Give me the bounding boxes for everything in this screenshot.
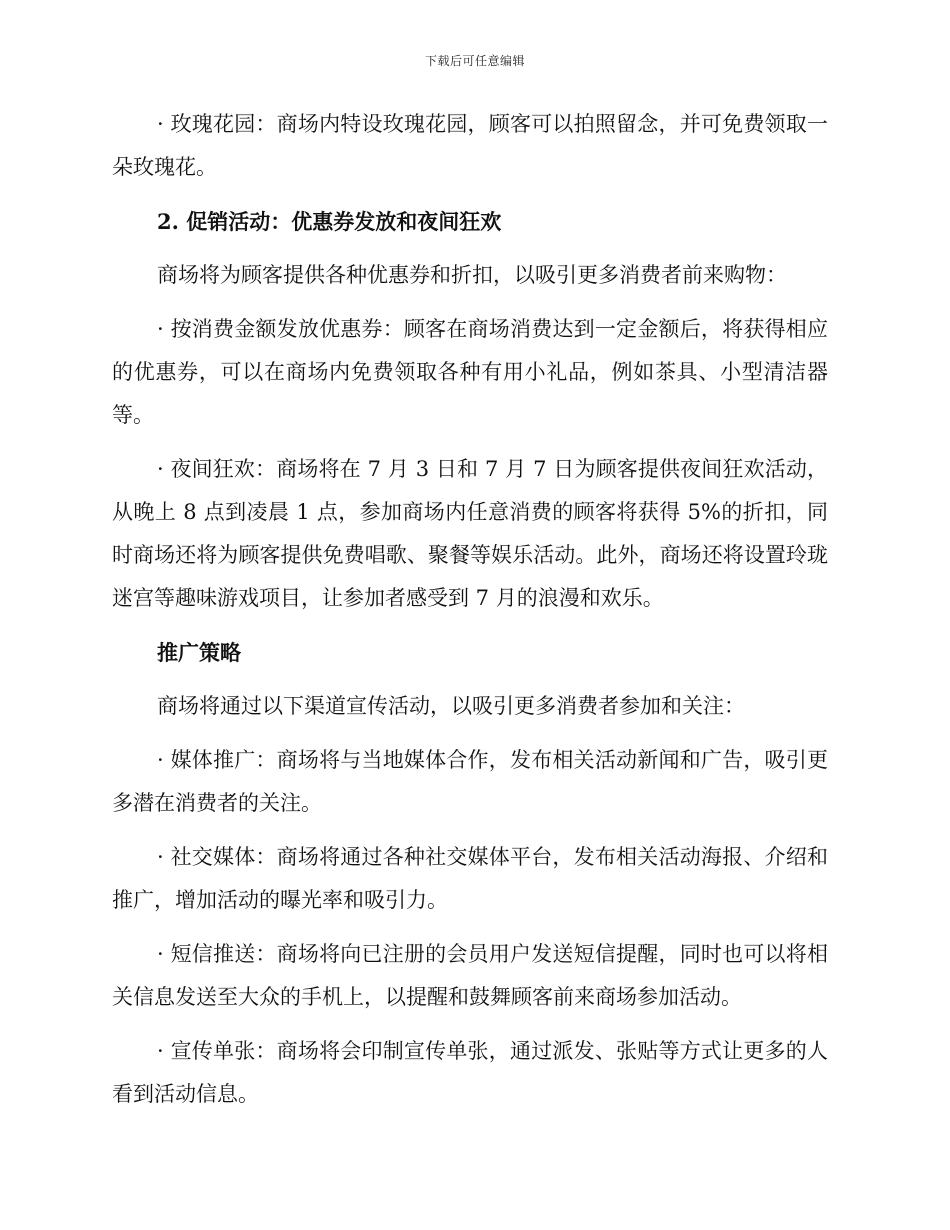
strategy-intro: 商场将通过以下渠道宣传活动，以吸引更多消费者参加和关注： (157, 694, 745, 718)
bullet-coupons: · 按消费金额发放优惠券：顾客在商场消费达到一定金额后，将获得相应的优惠券，可以在商场内免费领取各种有用小礼品，例如茶具、小型清洁器等。 (112, 317, 828, 427)
heading-promotion: 2. 促销活动：优惠券发放和夜间狂欢 (157, 209, 502, 234)
bullet-social: · 社交媒体：商场将通过各种社交媒体平台，发布相关活动海报、介绍和推广，增加活动的曝光率和吸引力。 (112, 845, 828, 912)
bullet-sms: · 短信推送：商场将向已注册的会员用户发送短信提醒，同时也可以将相关信息发送至大众的手机上，以提醒和鼓舞顾客前来商场参加活动。 (112, 942, 828, 1009)
document-body (112, 103, 828, 1127)
bullet-night-carnival: · 夜间狂欢：商场将在 7 月 3 日和 7 月 7 日为顾客提供夜间狂欢活动，从晚上 8 点到凌晨 1 点，参加商场内任意消费的顾客将获得 5%的折扣，同时商场还将为顾客提供免费唱歌、聚餐等娱乐活动。此外，商场还将设置玲珑迷宫等趣味游戏项目，让参加者感受到 7 月的浪漫和欢乐。 (112, 457, 828, 610)
page-header: 下载后可任意编辑 (424, 54, 525, 68)
promotion-intro: 商场将为顾客提供各种优惠券和折扣，以吸引更多消费者前来购物： (157, 263, 787, 287)
bullet-flyers: · 宣传单张：商场将会印制宣传单张，通过派发、张贴等方式让更多的人看到活动信息。 (112, 1039, 828, 1106)
bullet-media: · 媒体推广：商场将与当地媒体合作，发布相关活动新闻和广告，吸引更多潜在消费者的关注。 (112, 748, 828, 815)
bullet-rose-garden: · 玫瑰花园：商场内特设玫瑰花园，顾客可以拍照留念，并可免费领取一朵玫瑰花。 (112, 112, 828, 179)
heading-strategy: 推广策略 (157, 640, 241, 665)
